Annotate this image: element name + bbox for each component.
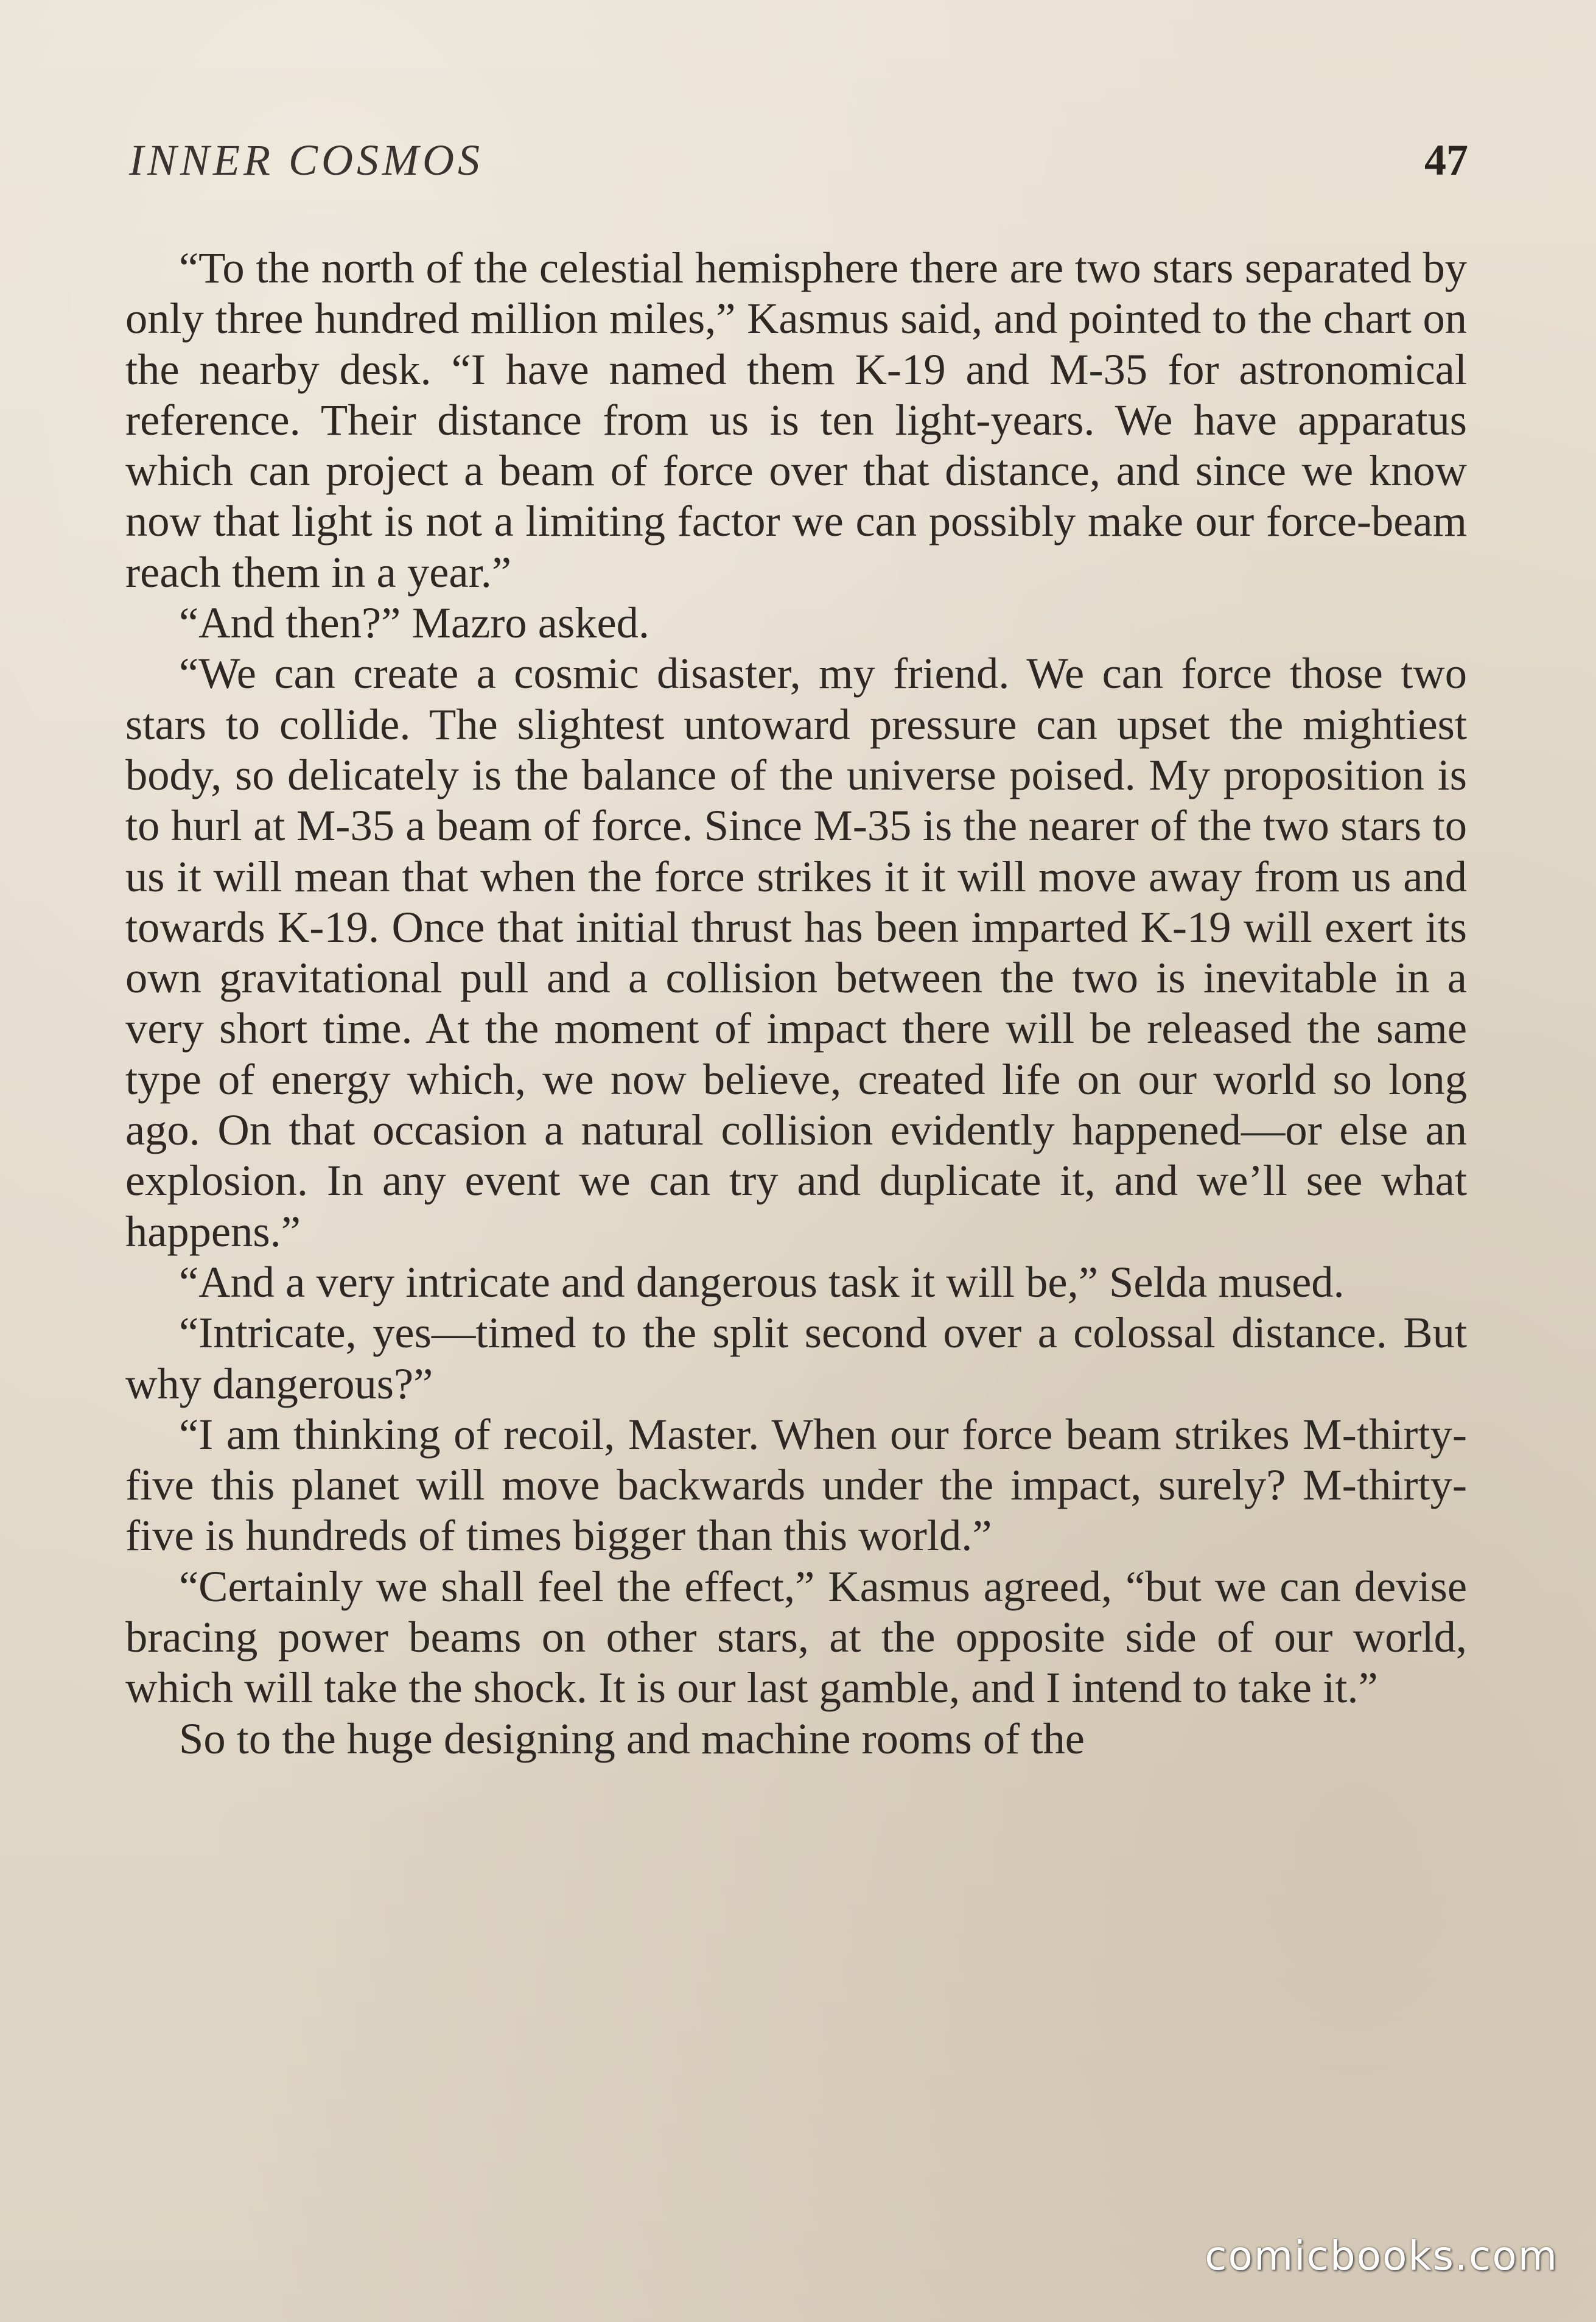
watermark: comicbooks.com bbox=[1205, 2233, 1558, 2279]
body-text bbox=[125, 242, 1467, 1764]
paragraph: “To the north of the celestial hemisphere there are two stars separated by only three hundred million miles,” Kasmus said, and pointed to the chart on the nearby desk. “I have named them K-19 and M-35 for astronomical reference. Their distance from us is ten light-years. We have apparatus which can project a beam of force over that distance, and since we know now that light is not a limiting factor we can possibly make our force-beam reach them in a year.” bbox=[125, 243, 1467, 597]
paragraph: So to the huge designing and machine rooms of the bbox=[179, 1713, 1085, 1763]
page-number: 47 bbox=[1424, 136, 1468, 184]
running-header bbox=[129, 135, 1468, 202]
paragraph: “I am thinking of recoil, Master. When our force beam strikes M-thirty-five this planet will move backwards under the impact, surely? M-thirty-five is hundreds of times bigger than this world.” bbox=[125, 1409, 1467, 1560]
paragraph: “We can create a cosmic disaster, my friend. We can force those two stars to collide. The slightest untoward pressure can upset the mightiest body, so delicately is the balance of the universe poised. My proposition is to hurl at M-35 a beam of force. Since M-35 is the nearer of the two stars to us it will mean that when the force strikes it it will move away from us and towards K-19. Once that initial thrust has been imparted K-19 will exert its own gravitational pull and a collision between the two is inevitable in a very short time. At the moment of impact there will be released the same type of energy which, we now believe, created life on our world so long ago. On that occasion a natural collision evidently happened—or else an explosion. In any event we can try and duplicate it, and we’ll see what happens.” bbox=[125, 648, 1467, 1256]
paragraph: “Intricate, yes—timed to the split second over a colossal distance. But why dangerous?” bbox=[125, 1308, 1467, 1408]
paragraph: “Certainly we shall feel the effect,” Kasmus agreed, “but we can devise bracing power beams on other stars, at the opposite side of our world, which will take the shock. It is our last gamble, and I intend to take it.” bbox=[125, 1561, 1467, 1713]
paragraph: “And a very intricate and dangerous task it will be,” Selda mused. bbox=[179, 1257, 1345, 1307]
running-title: INNER COSMOS bbox=[129, 136, 483, 184]
paragraph: “And then?” Mazro asked. bbox=[179, 598, 650, 648]
